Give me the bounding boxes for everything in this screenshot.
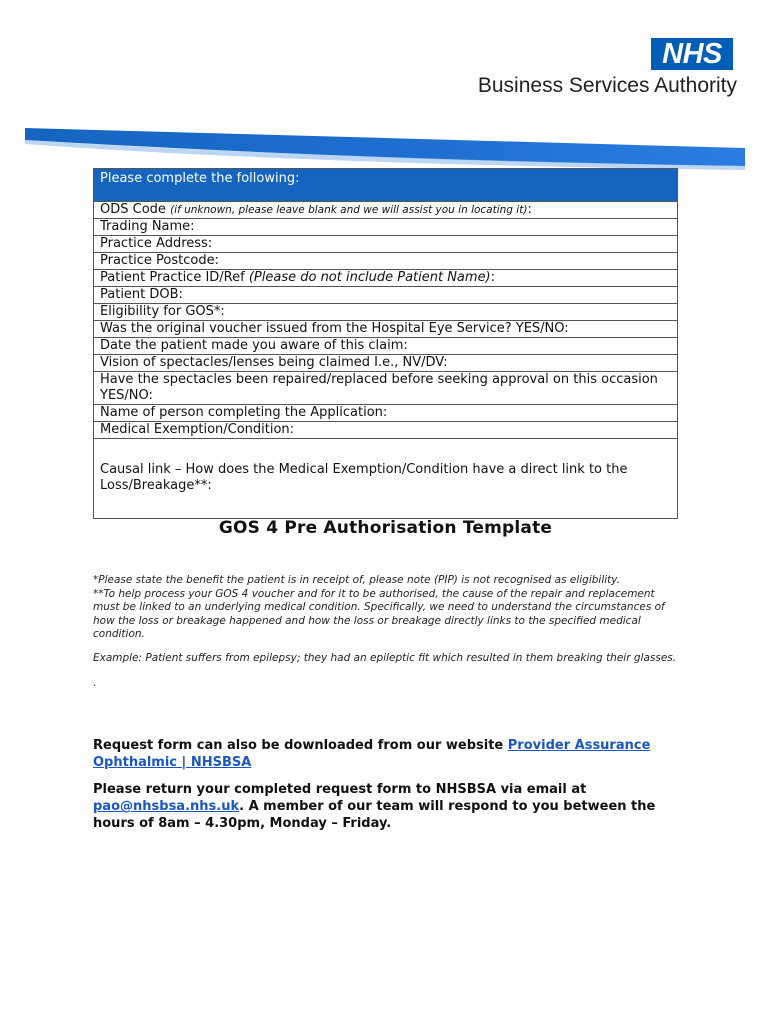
ods-code-field[interactable] — [94, 201, 677, 218]
practice-postcode-field[interactable]: Practice Postcode: — [94, 252, 677, 269]
nhs-logo: NHS — [651, 38, 733, 70]
practice-address-field[interactable]: Practice Address: — [94, 235, 677, 252]
footnotes — [93, 574, 678, 691]
stray-dot: . — [93, 677, 97, 689]
contact-info — [93, 737, 678, 832]
footnote-benefit: *Please state the benefit the patient is in receipt of, please note (PIP) is not recognised as eligibility. — [93, 574, 621, 586]
repaired-replaced-field[interactable]: Have the spectacles been repaired/replaced before seeking approval on this occasion YES/NO: — [94, 371, 677, 404]
patient-ref-field[interactable] — [94, 269, 677, 286]
patient-ref-colon: : — [490, 270, 496, 285]
example-note: Example: Patient suffers from epilepsy; they had an epileptic fit which resulted in them breaking their glasses. — [93, 651, 677, 664]
return-paragraph — [93, 781, 678, 832]
footnote-medical-link: **To help process your GOS 4 voucher and for it to be authorised, the cause of the repair and replacement must be linked to an underlying medical condition. Specifically, we need to understand the circumstances of how the loss or breakage happened and how the loss or breakage directly links to the specified medical condition. — [93, 587, 665, 640]
document-title: GOS 4 Pre Authorisation Template — [218, 518, 553, 538]
download-paragraph — [93, 737, 678, 771]
patient-ref-label: Patient Practice ID/Ref — [100, 270, 249, 285]
ods-code-label: ODS Code — [100, 202, 166, 217]
ods-code-hint: (if unknown, please leave blank and we will assist you in locating it) — [170, 204, 528, 216]
original-voucher-field[interactable]: Was the original voucher issued from the Hospital Eye Service? YES/NO: — [94, 320, 677, 337]
medical-exemption-field[interactable]: Medical Exemption/Condition: — [94, 421, 677, 438]
pre-authorisation-form — [93, 168, 678, 519]
patient-dob-field[interactable]: Patient DOB: — [94, 286, 677, 303]
patient-ref-hint: (Please do not include Patient Name) — [248, 270, 491, 285]
respond-text: . A member of our team will respond to you between the hours of 8am – 4.30pm, Monday – Friday. — [93, 799, 656, 831]
trading-name-field[interactable]: Trading Name: — [94, 218, 677, 235]
provider-assurance-link[interactable]: Provider Assurance Ophthalmic | NHSBSA — [93, 738, 651, 770]
eligibility-field[interactable]: Eligibility for GOS*: — [94, 303, 677, 320]
return-text: Please return your completed request form to NHSBSA via email at — [93, 782, 587, 797]
download-text: Request form can also be downloaded from our website — [93, 738, 508, 753]
form-header: Please complete the following: — [94, 169, 677, 201]
vision-spectacles-field[interactable]: Vision of spectacles/lenses being claimed I.e., NV/DV: — [94, 354, 677, 371]
email-link[interactable]: pao@nhsbsa.nhs.uk — [93, 799, 240, 814]
person-completing-field[interactable]: Name of person completing the Application: — [94, 404, 677, 421]
date-aware-field[interactable]: Date the patient made you aware of this claim: — [94, 337, 677, 354]
ods-code-colon: : — [527, 202, 532, 217]
causal-link-field[interactable]: Causal link – How does the Medical Exemption/Condition have a direct link to the Loss/Breakage**: — [94, 438, 677, 518]
organisation-name: Business Services Authority — [477, 74, 737, 97]
